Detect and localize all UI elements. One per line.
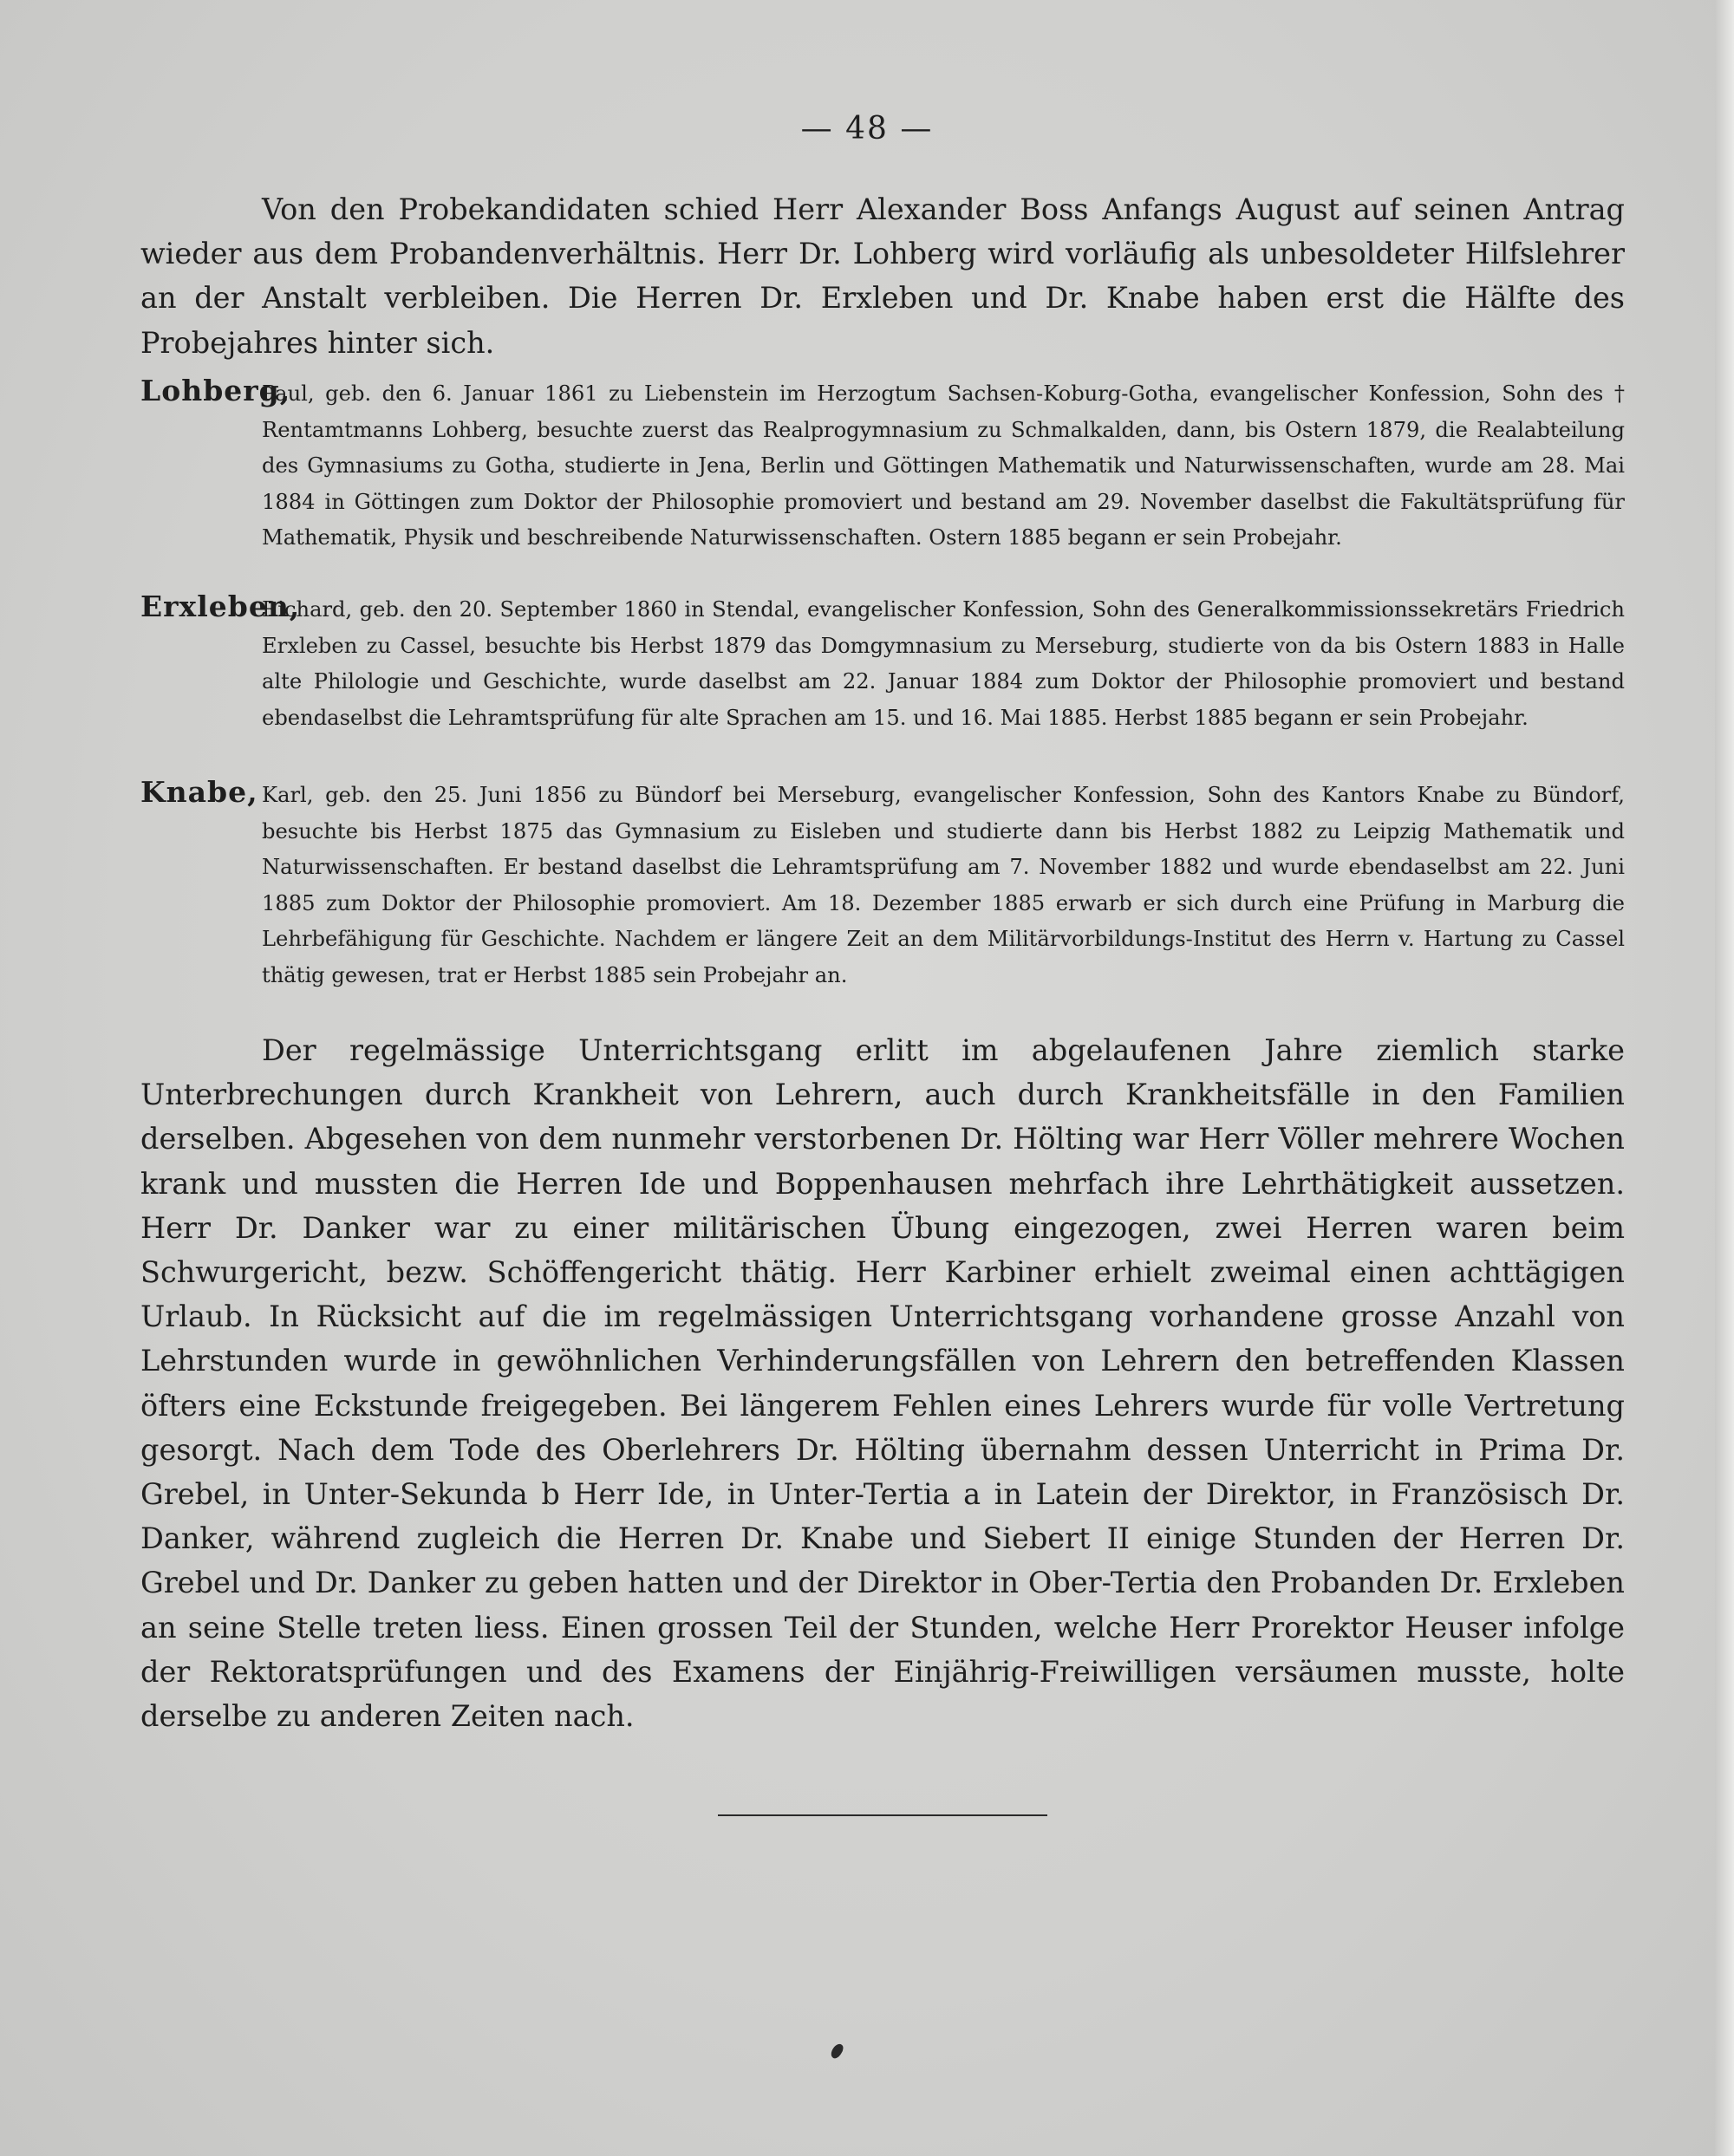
biography-name: Erxleben,	[140, 589, 301, 623]
biography-text: Paul, geb. den 6. Januar 1861 zu Liebenstein im Herzogtum Sachsen-Koburg-Gotha, evangelischer Konfession, Sohn des † Rentamtmanns Lohberg, besuchte zuerst das Realprogymnasium zu Schmalkalden, dann, bis Ostern 1879, die Realabteilung des Gymnasiums zu Gotha, studierte in Jena, Berlin und Göttingen Mathematik und Naturwissenschaften, wurde am 28. Mai 1884 in Göttingen zum Doktor der Philosophie promoviert und bestand am 29. November daselbst die Fakultätsprüfung für Mathematik, Physik und beschreibende Naturwissenschaften. Ostern 1885 begann er sein Probejahr.	[262, 381, 1625, 550]
biography-entry	[140, 775, 1625, 994]
biography-text: Karl, geb. den 25. Juni 1856 zu Bündorf bei Merseburg, evangelischer Konfession, Sohn des Kantors Knabe zu Bündorf, besuchte bis Herbst 1875 das Gymnasium zu Eisleben und studierte dann bis Herbst 1882 zu Leipzig Mathematik und Naturwissenschaften. Er bestand daselbst die Lehramtsprüfung am 7. November 1882 und wurde ebendaselbst am 22. Juni 1885 zum Doktor der Philosophie promoviert. Am 18. Dezember 1885 erwarb er sich durch eine Prüfung in Marburg die Lehrbefähigung für Geschichte. Nachdem er längere Zeit an dem Militärvorbildungs-Institut des Herrn v. Hartung zu Cassel thätig gewesen, trat er Herbst 1885 sein Probejahr an.	[262, 783, 1625, 987]
intro-paragraph: Von den Probekandidaten schied Herr Alexander Boss Anfangs August auf seinen Antrag wieder aus dem Probandenverhältnis. Herr Dr. Lohberg wird vorläufig als unbesoldeter Hilfslehrer an der Anstalt verbleiben. Die Herren Dr. Erxleben und Dr. Knabe haben erst die Hälfte des Probejahres hinter sich.	[140, 192, 1625, 360]
biography-knabe	[140, 775, 1625, 994]
biography-name: Lohberg,	[140, 374, 291, 407]
biography-entry	[140, 376, 1625, 557]
end-rule	[718, 1814, 1047, 1816]
page-edge	[1715, 0, 1734, 2156]
biography-entry	[140, 589, 1625, 736]
biography-erxleben	[140, 589, 1625, 736]
intro-section	[140, 187, 1625, 365]
closing-paragraph: Der regelmässige Unterrichtsgang erlitt im abgelaufenen Jahre ziemlich starke Unterbrechungen durch Krankheit von Lehrern, auch durch Krankheitsfälle in den Familien derselben. Abgesehen von dem nunmehr verstorbenen Dr. Hölting war Herr Völler mehrere Wochen krank und mussten die Herren Ide und Boppenhausen mehrfach ihre Lehrthätigkeit aussetzen. Herr Dr. Danker war zu einer militärischen Übung eingezogen, zwei Herren waren beim Schwurgericht, bezw. Schöffengericht thätig. Herr Karbiner erhielt zweimal einen achttägigen Urlaub. In Rücksicht auf die im regelmässigen Unterrichtsgang vorhandene grosse Anzahl von Lehrstunden wurde in gewöhnlichen Verhinderungsfällen von Lehrern den betreffenden Klassen öfters eine Eckstunde freigegeben. Bei längerem Fehlen eines Lehrers wurde für volle Vertretung gesorgt. Nach dem Tode des Oberlehrers Dr. Hölting übernahm dessen Unterricht in Prima Dr. Grebel, in Unter-Sekunda b Herr Ide, in Unter-Tertia a in Latein der Direktor, in Französisch Dr. Danker, während zugleich die Herren Dr. Knabe und Siebert II einige Stunden der Herren Dr. Grebel und Dr. Danker zu geben hatten und der Direktor in Ober-Tertia den Probanden Dr. Erxleben an seine Stelle treten liess. Einen grossen Teil der Stunden, welche Herr Prorektor Heuser infolge der Rektoratsprüfungen und des Examens der Einjährig-Freiwilligen versäumen musste, holte derselbe zu anderen Zeiten nach.	[140, 1033, 1625, 1734]
ink-spot	[829, 2042, 845, 2060]
biography-lohberg	[140, 376, 1625, 557]
closing-section	[140, 1028, 1625, 1738]
biography-text: Richard, geb. den 20. September 1860 in Stendal, evangelischer Konfession, Sohn des Generalkommissionssekretärs Friedrich Erxleben zu Cassel, besuchte bis Herbst 1879 das Domgymnasium zu Merseburg, studierte von da bis Ostern 1883 in Halle alte Philologie und Geschichte, wurde daselbst am 22. Januar 1884 zum Doktor der Philosophie promoviert und bestand ebendaselbst die Lehramtsprüfung für alte Sprachen am 15. und 16. Mai 1885. Herbst 1885 begann er sein Probejahr.	[262, 597, 1625, 730]
page-number: — 48 —	[800, 111, 934, 147]
biography-name: Knabe,	[140, 775, 258, 809]
